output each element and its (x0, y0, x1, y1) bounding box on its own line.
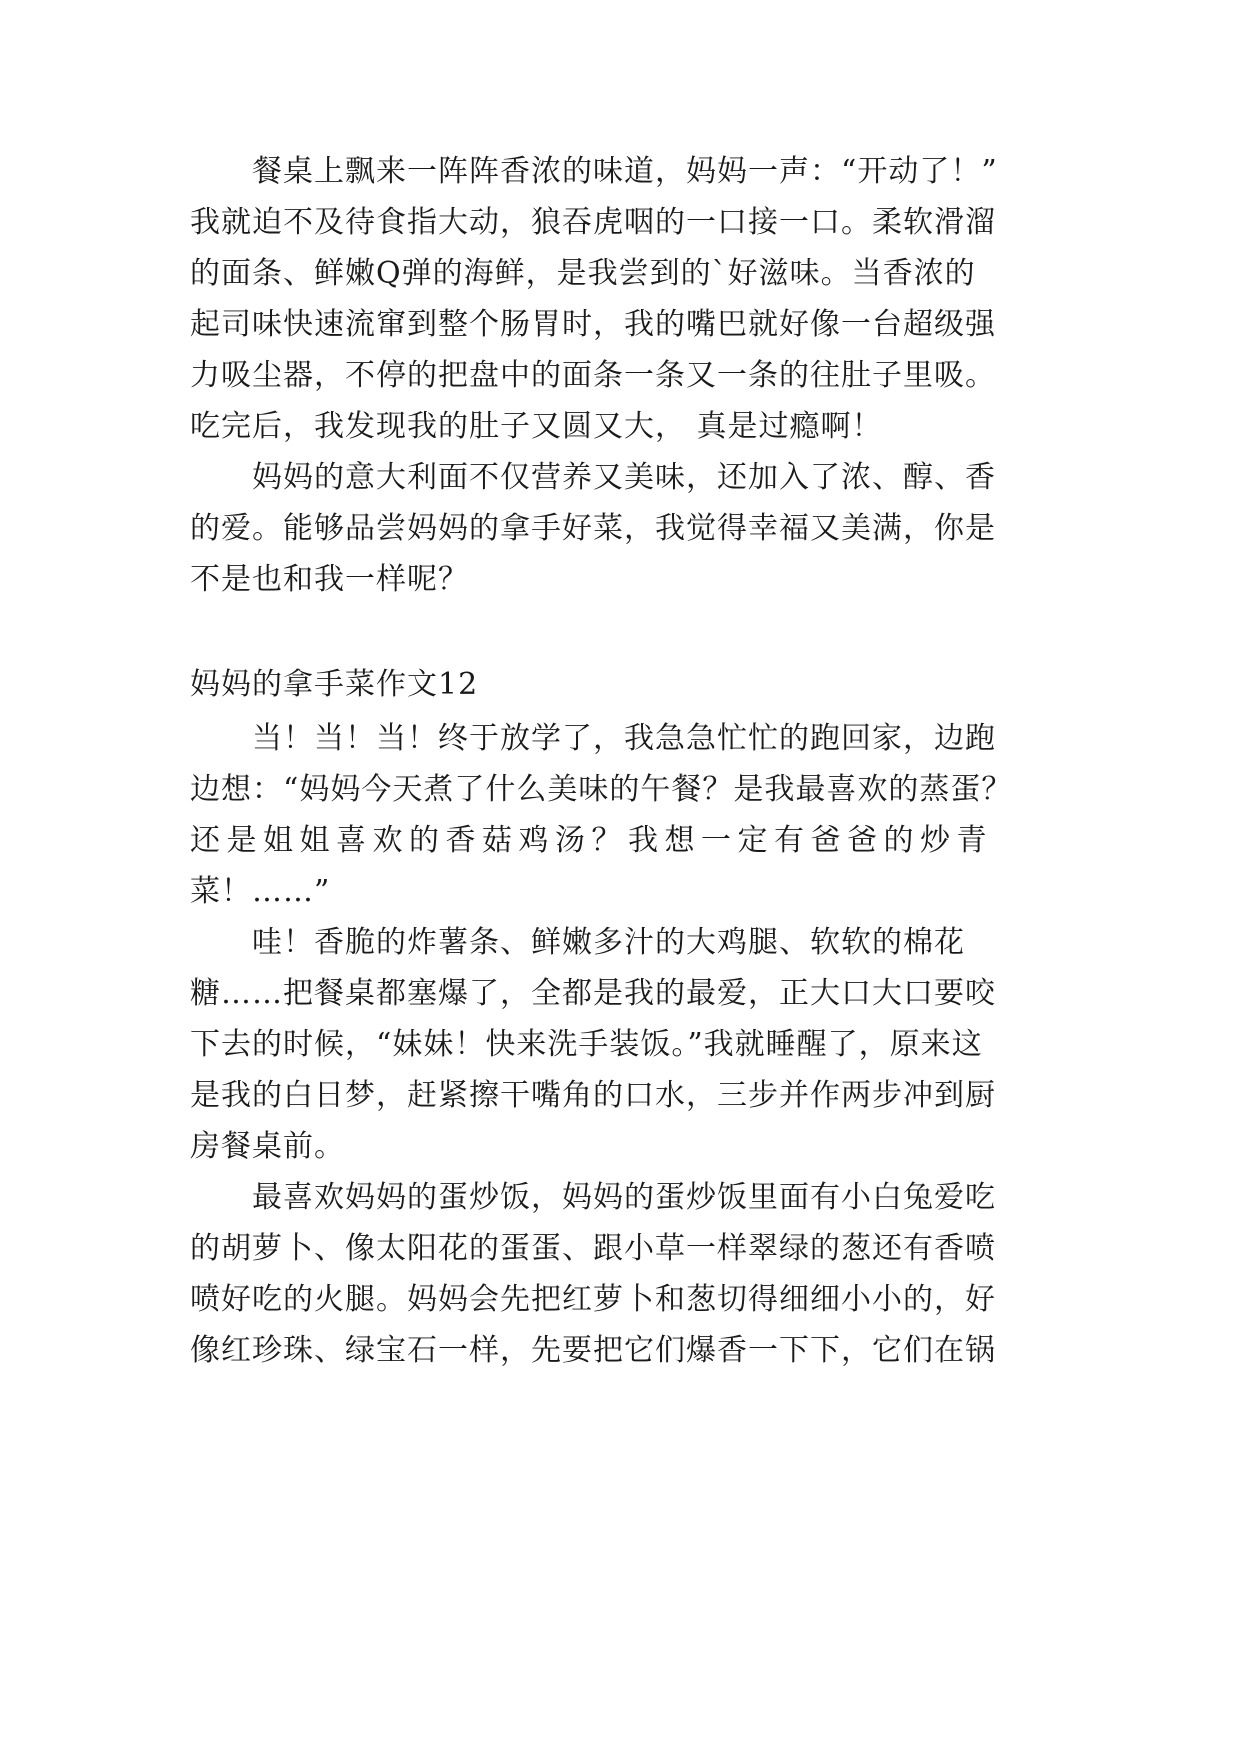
section-heading: 妈妈的拿手菜作文12 (190, 667, 479, 702)
paragraph-line: 当！当！当！终于放学了，我急急忙忙的跑回家，边跑 (252, 721, 996, 756)
paragraph-line: 喷好吃的火腿。妈妈会先把红萝卜和葱切得细细小小的，好 (190, 1282, 996, 1317)
paragraph-line: 我就迫不及待食指大动，狼吞虎咽的一口接一口。柔软滑溜 (190, 205, 996, 240)
paragraph-line: 边想：“妈妈今天煮了什么美味的午餐？是我最喜欢的蒸蛋？ (190, 772, 1013, 807)
paragraph-line: 的面条、鲜嫩Q弹的海鲜，是我尝到的`好滋味。当香浓的 (190, 256, 976, 291)
paragraph-line: 力吸尘器，不停的把盘中的面条一条又一条的往肚子里吸。 (190, 358, 996, 393)
paragraph-line: 菜！……” (190, 874, 331, 909)
paragraph-line: 像红珍珠、绿宝石一样，先要把它们爆香一下下，它们在锅 (190, 1333, 996, 1368)
paragraph-line: 房餐桌前。 (190, 1129, 345, 1164)
paragraph-line: 餐桌上飘来一阵阵香浓的味道，妈妈一声：“开动了！” (252, 154, 998, 189)
paragraph-line: 下去的时候，“妹妹！快来洗手装饭。”我就睡醒了，原来这 (190, 1027, 983, 1062)
paragraph-line: 最喜欢妈妈的蛋炒饭，妈妈的蛋炒饭里面有小白兔爱吃 (252, 1180, 996, 1215)
paragraph-line: 还是姐姐喜欢的香菇鸡汤？我想一定有爸爸的炒青 (190, 823, 993, 858)
paragraph-line: 不是也和我一样呢？ (190, 562, 469, 597)
paragraph-line: 的胡萝卜、像太阳花的蛋蛋、跟小草一样翠绿的葱还有香喷 (190, 1231, 996, 1266)
paragraph-line: 妈妈的意大利面不仅营养又美味，还加入了浓、醇、香 (252, 460, 996, 495)
paragraph-line: 的爱。能够品尝妈妈的拿手好菜，我觉得幸福又美满，你是 (190, 511, 996, 546)
paragraph-line: 哇！香脆的炸薯条、鲜嫩多汁的大鸡腿、软软的棉花 (252, 925, 965, 960)
paragraph-line: 起司味快速流窜到整个肠胃时，我的嘴巴就好像一台超级强 (190, 307, 996, 342)
paragraph-line: 糖……把餐桌都塞爆了，全都是我的最爱，正大口大口要咬 (190, 976, 996, 1011)
paragraph-line: 是我的白日梦，赶紧擦干嘴角的口水，三步并作两步冲到厨 (190, 1078, 996, 1113)
paragraph-line: 吃完后，我发现我的肚子又圆又大， 真是过瘾啊！ (190, 409, 883, 444)
